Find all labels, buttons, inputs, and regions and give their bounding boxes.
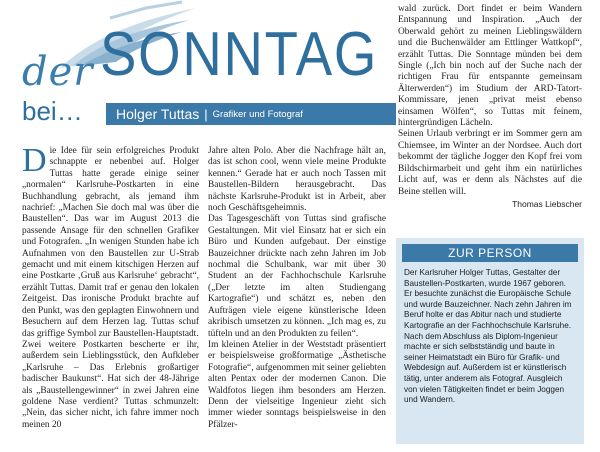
article-column-3 <box>398 4 582 210</box>
author-byline: Thomas Liebscher <box>512 198 582 209</box>
name-bar <box>106 103 396 125</box>
article-column-1 <box>22 142 199 431</box>
paragraph: Jahre alten Polo. Aber die Nachfrage hält an, das ist schon cool, wenn viele meine Produkte kennen.“ Gerade hat er auch noch Tassen mit Baustellen-Bildern herausgebracht. Das nächste Karlsruhe-Produkt ist in Arbeit, aber noch Geschäftsgeheimnis. <box>208 146 386 214</box>
info-box-text: Der Karlsruher Holger Tuttas, Gestalter der Baustellen-Postkarten, wurde 1967 geboren. Er besuchte zunächst die Europäische Schule und wurde Bauzeichner. Nach zehn Jahren im Beruf holte er das Abitur nach und studierte Kartografie an der Fachhochschule Karlsruhe. Nach dem Abschluss als Diplom-Ingenieur machte er sich selbstständig und baute in seiner Heimatstadt ein Büro für Grafik- und Webdesign auf. Außerdem ist er künstlerisch tätig, unter anderem als Fotograf. Ausgleich von vielen Tätigkeiten findet er beim Joggen und Wandern. <box>404 268 572 405</box>
paragraph: Seinen Urlaub verbringt er im Sommer gern am Chiemsee, im Winter an der Nordsee. Auch dort bekommt der tägliche Jogger den Kopf frei vom Bildschirmarbeit und geht ihm ein natürliches Licht auf, was er denn als Nächstes auf die Beine stellen will. <box>398 129 582 197</box>
paragraph: ie Idee für sein erfolgreiches Produkt schnappte er nebenbei auf. Holger Tuttas hatte gerade einige seiner „normalen“ Karlsruhe-Postkarten in eine Buchhandlung gebracht, als jemand ihm nachrief: „Machen Sie doch mal was über die Baustellen“. Das war im August 2013 die passende Ansage für den schnellen Grafiker und Fotografen. „In wenigen Stunden habe ich Aufnahmen von den Baustellen zur U-Strab gemacht und mit einem kitschigen Herzen auf eine Postkarte ‚Gruß aus Karlsruhe‘ gebracht“, erzählt Tuttas. Damit traf er genau den lokalen Zeitgeist. Das ironische Produkt brachte auf den Punkt, was den geplagten Einwohnern und Besuchern auf dem Herzen lag. Tuttas schuf das griffige Symbol zur Baustellen-Hauptstadt. <box>22 146 199 339</box>
person-role: Grafiker und Fotograf <box>212 108 303 120</box>
name-separator: | <box>204 106 208 122</box>
masthead-sonntag: SONNTAG <box>100 20 379 89</box>
paragraph: Zwei weitere Postkarten bescherte er ihr, außerdem sein Lieblingsstück, den Aufkleber „Karlsruhe – Das Erlebnis großartiger badischer Baukunst“. Hat sich der 48-Jährige als „Baustellengewinner“ in zwei Jahren eine goldene Nase verdient? Tuttas schmunzelt: „Nein, das sicher nicht, ich fahre immer noch meinen 20 <box>22 339 199 430</box>
paragraph: Im kleinen Atelier in der Weststadt präsentiert er beispielsweise großformatige „Ästhetische Fotografie“, aufgenommen mit seiner geliebten alten Pentax oder der modernen Canon. Die Waldfotos liegen ihm besonders am Herzen. Denn der vielseitige Ingenieur zieht sich immer wieder sonntags beispielsweise in den Pfälzer- <box>208 339 386 430</box>
info-box-heading: ZUR PERSON <box>402 244 578 262</box>
drop-cap: D <box>22 142 47 179</box>
masthead-der: der <box>22 49 94 95</box>
info-box <box>396 238 584 444</box>
paragraph: Das Tagesgeschäft von Tuttas sind grafische Gestaltungen. Mit viel Einsatz hat er sich ein Büro und Kunden aufgebaut. Der einstige Bauzeichner drückte nach zehn Jahren im Job nochmal die Schulbank, war mit über 30 Student an der Fachhochschule Karlsruhe („Der letzte im alten Studiengang Kartografie“) und schätzt es, neben den Aufträgen viele eigene künstlerische Ideen akribisch umsetzen zu können. „Ich mag es, zu tüfteln und an den Produkten zu feilen“. <box>208 214 386 339</box>
paragraph: wald zurück. Dort findet er beim Wandern Entspannung und Inspiration. „Auch der Oberwald gehört zu meinen Lieblingswäldern und die Buchenwälder am Ettlinger Wattkopf“, erzählt Tuttas. Die Sonntage münden bei dem Single („Ich bin noch auf der Suche nach der richtigen Frau für entspannte gemeinsam Älterwerden“) im Studium der ARD-Tatort-Kommissare, jenen „privat meist ebenso einsamen Wölfen“, so Tuttas mit feinem, hintergründigen Lächeln. <box>398 4 582 129</box>
article-column-2 <box>208 146 386 431</box>
person-name: Holger Tuttas <box>116 106 200 122</box>
masthead-bei: bei… <box>22 96 83 126</box>
